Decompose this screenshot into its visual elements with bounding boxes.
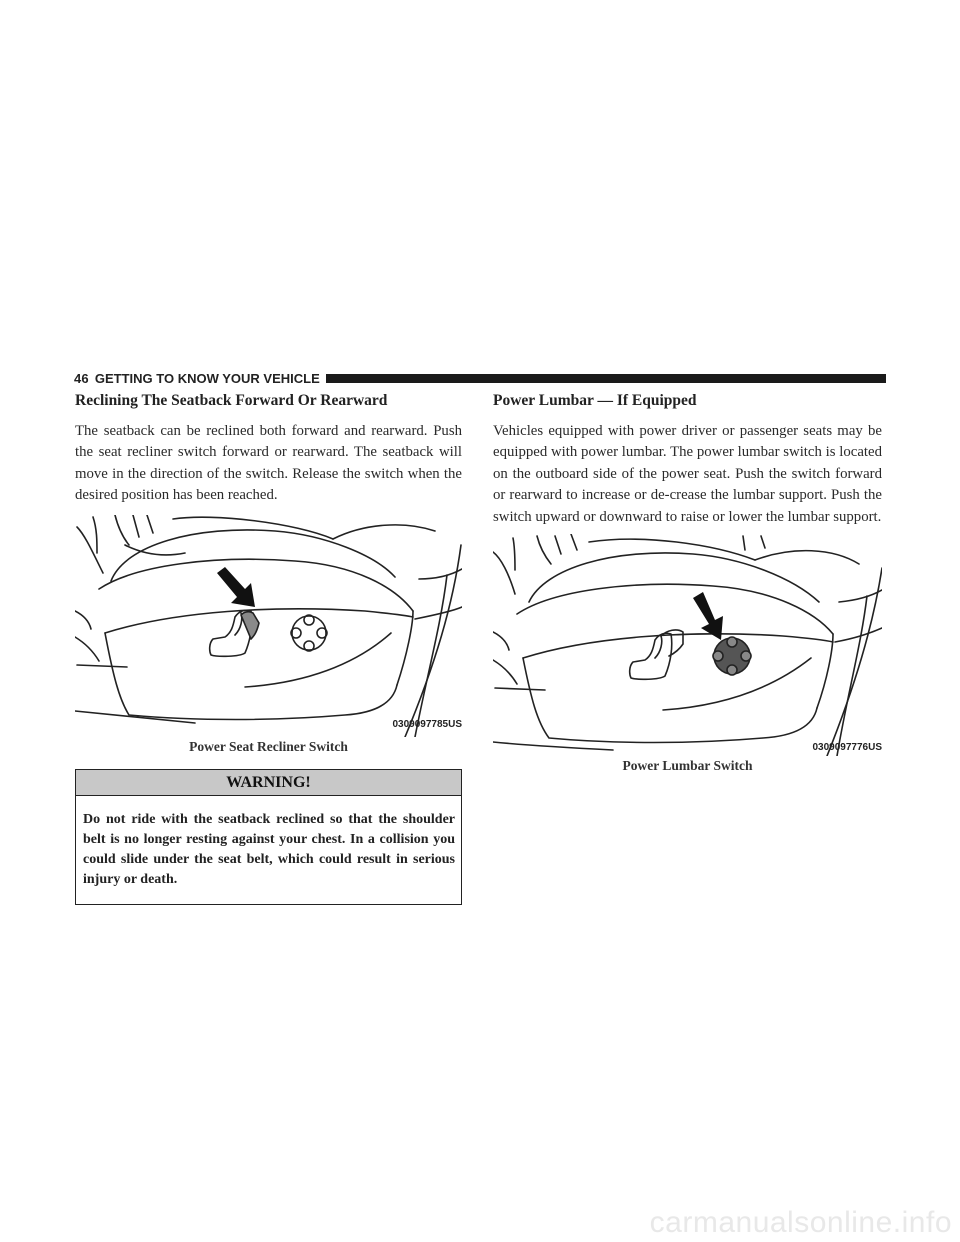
warning-title: WARNING! <box>76 770 461 796</box>
lumbar-switch-figure <box>493 534 882 756</box>
recliner-heading: Reclining The Seatback Forward Or Rearward <box>75 392 388 409</box>
header-rule <box>326 374 886 383</box>
page-number: 46 <box>74 370 89 386</box>
recliner-seat-illustration <box>75 515 462 737</box>
warning-text: Do not ride with the seatback reclined so that the shoulder belt is no longer resting against your chest. In a collision you could slide under the seat belt, which could result in serious injury or death. <box>83 811 455 888</box>
recliner-switch-figure <box>75 515 462 737</box>
lumbar-seat-illustration <box>493 534 882 756</box>
left-column <box>75 392 462 905</box>
recliner-body-text: The seatback can be reclined both forward and rearward. Push the seat recliner switch forward or rearward. The seatback will move in the direction of the switch. Release the switch when the desired position has been reached. <box>75 423 462 504</box>
lumbar-figure-caption: Power Lumbar Switch <box>622 758 753 774</box>
section-title: GETTING TO KNOW YOUR VEHICLE <box>94 370 320 386</box>
page-header <box>74 369 886 387</box>
warning-box <box>75 769 462 906</box>
recliner-figure-caption: Power Seat Recliner Switch <box>189 738 348 754</box>
figure-code: 0309097785US <box>392 718 462 730</box>
watermark: carmanualsonline.info <box>649 1206 952 1239</box>
arrow-icon <box>691 592 727 642</box>
lumbar-body-text: Vehicles equipped with power driver or passenger seats may be equipped with power lumbar. The power lumbar switch is located on the outboard side of the power seat. Push the switch forward or rearward to increase or de-crease the lumbar support. Push the switch upward or downward to raise or lower the lumbar support. <box>493 423 882 525</box>
figure-code: 0309097776US <box>812 742 882 754</box>
right-column <box>493 392 882 774</box>
lumbar-heading: Power Lumbar — If Equipped <box>493 392 697 409</box>
arrow-icon <box>213 565 261 609</box>
